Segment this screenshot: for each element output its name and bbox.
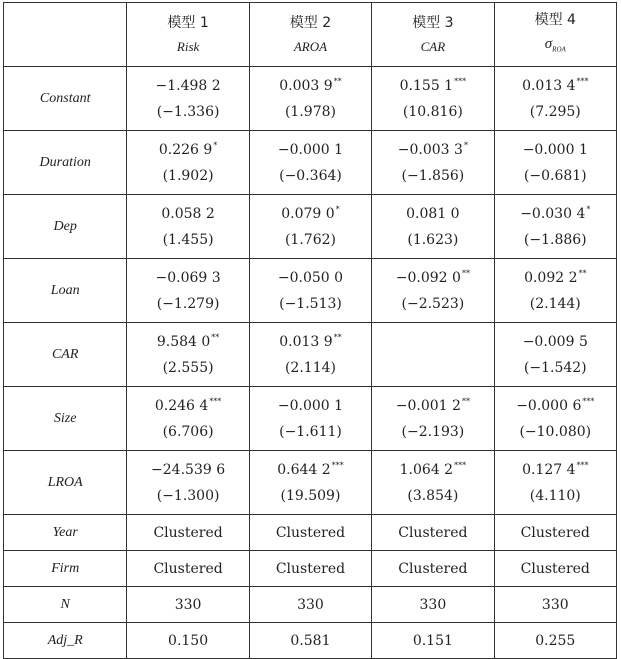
t-statistic: (6.706) <box>162 423 214 440</box>
t-statistic: (1.762) <box>284 231 336 248</box>
t-statistic: (2.114) <box>284 359 336 376</box>
t-statistic: (1.623) <box>407 231 459 248</box>
coefficient-cell <box>249 323 371 387</box>
coefficient-value <box>250 73 371 99</box>
table-row <box>4 515 617 551</box>
significance-stars: ** <box>578 268 587 278</box>
t-statistic: (19.509) <box>280 487 341 504</box>
header-model-2 <box>249 3 371 67</box>
t-statistic: (−2.523) <box>401 295 465 312</box>
model-label: 模型 2 <box>289 14 332 31</box>
coefficient-number: −0.050 0 <box>277 269 344 286</box>
regression-table <box>3 2 617 659</box>
statistic-cell: 0.581 <box>249 623 371 659</box>
coefficient-cell <box>127 387 249 451</box>
coefficient-cell <box>494 451 616 515</box>
coefficient-value <box>495 329 616 355</box>
t-statistic: (3.854) <box>407 487 459 504</box>
coefficient-value <box>127 393 248 419</box>
significance-stars: *** <box>576 76 589 86</box>
coefficient-number: 0.246 4 <box>154 397 209 414</box>
t-statistic: (2.555) <box>162 359 214 376</box>
header-row <box>4 3 617 67</box>
coefficient-number: 0.092 2 <box>524 269 578 286</box>
coefficient-cell <box>127 451 249 515</box>
table-row <box>4 67 617 131</box>
clustered-cell: Clustered <box>372 551 494 587</box>
model-label: 模型 3 <box>412 14 454 31</box>
significance-stars: *** <box>454 460 467 470</box>
coefficient-value <box>127 329 248 355</box>
coefficient-value <box>495 457 616 483</box>
coefficient-cell <box>127 323 249 387</box>
table-row <box>4 131 617 195</box>
coefficient-cell <box>249 387 371 451</box>
variable-name: Constant <box>4 67 127 131</box>
coefficient-cell <box>127 195 249 259</box>
coefficient-value <box>372 265 493 291</box>
coefficient-cell <box>494 67 616 131</box>
table-row <box>4 451 617 515</box>
table-row <box>4 551 617 587</box>
variable-name: LROA <box>4 451 127 515</box>
t-statistic: (−1.279) <box>156 295 220 312</box>
header-model-4 <box>494 3 616 67</box>
statistic-cell: 330 <box>127 587 249 623</box>
t-statistic: (2.144) <box>529 295 581 312</box>
coefficient-value <box>372 73 493 99</box>
table-row <box>4 623 617 659</box>
coefficient-value <box>127 201 248 227</box>
coefficient-number: −0.000 6 <box>516 397 582 414</box>
t-statistic: (−1.513) <box>279 295 342 312</box>
header-model-3 <box>372 3 494 67</box>
coefficient-number: −0.000 1 <box>277 141 344 158</box>
significance-stars: * <box>586 204 591 214</box>
variable-name: Loan <box>4 259 127 323</box>
statistic-cell: 0.150 <box>127 623 249 659</box>
significance-stars: *** <box>454 76 467 86</box>
variable-name: Year <box>4 515 127 551</box>
model-label: 模型 1 <box>167 14 209 31</box>
dependent-variable: CAR <box>420 38 446 54</box>
t-statistic: (7.295) <box>529 103 581 120</box>
clustered-cell: Clustered <box>372 515 494 551</box>
significance-stars: ** <box>333 76 342 86</box>
coefficient-number: −0.069 3 <box>155 269 221 286</box>
coefficient-cell <box>372 131 494 195</box>
coefficient-value <box>372 137 493 163</box>
sigma-subscript: ROA <box>552 45 566 54</box>
header-blank-cell <box>4 3 127 67</box>
coefficient-cell <box>494 259 616 323</box>
coefficient-cell <box>372 195 494 259</box>
coefficient-number: −24.539 6 <box>151 461 226 478</box>
coefficient-number: 0.013 9 <box>279 333 333 350</box>
variable-name: Duration <box>4 131 127 195</box>
coefficient-cell <box>372 323 494 387</box>
dependent-variable <box>495 32 616 62</box>
significance-stars: ** <box>461 396 470 406</box>
clustered-cell: Clustered <box>127 551 249 587</box>
coefficient-cell <box>494 195 616 259</box>
coefficient-value <box>250 201 371 227</box>
coefficient-cell <box>127 67 249 131</box>
t-statistic: (−0.681) <box>523 167 587 184</box>
coefficient-number: −0.092 0 <box>395 269 461 286</box>
coefficient-cell <box>372 259 494 323</box>
t-statistic: (−1.886) <box>523 231 587 248</box>
t-statistic: (−0.364) <box>279 167 342 184</box>
significance-stars: *** <box>331 460 344 470</box>
t-statistic: (−1.300) <box>156 487 220 504</box>
coefficient-value <box>495 265 616 291</box>
t-statistic: (1.978) <box>284 103 336 120</box>
coefficient-cell <box>127 131 249 195</box>
coefficient-number: −0.003 3 <box>397 141 463 158</box>
coefficient-number: −0.030 4 <box>520 205 586 222</box>
dependent-variable: Risk <box>176 38 200 54</box>
table-row <box>4 587 617 623</box>
sigma-symbol: σ <box>544 35 553 52</box>
coefficient-number: 0.226 9 <box>158 141 213 158</box>
table-row <box>4 195 617 259</box>
clustered-cell: Clustered <box>249 551 371 587</box>
coefficient-cell <box>372 451 494 515</box>
dependent-variable: AROA <box>293 38 328 54</box>
coefficient-cell <box>249 451 371 515</box>
statistic-cell: 330 <box>372 587 494 623</box>
coefficient-number: 0.058 2 <box>161 205 215 222</box>
t-statistic: (−1.336) <box>156 103 220 120</box>
table-row <box>4 323 617 387</box>
significance-stars: * <box>335 204 340 214</box>
coefficient-number: 0.644 2 <box>277 461 331 478</box>
coefficient-value <box>495 137 616 163</box>
coefficient-number: 9.584 0 <box>156 333 211 350</box>
significance-stars: *** <box>582 396 595 406</box>
coefficient-value <box>250 393 371 419</box>
coefficient-value <box>495 73 616 99</box>
coefficient-value <box>372 393 493 419</box>
statistic-cell: 0.151 <box>372 623 494 659</box>
table-row <box>4 387 617 451</box>
significance-stars: * <box>463 140 468 150</box>
coefficient-cell <box>372 387 494 451</box>
coefficient-cell <box>249 195 371 259</box>
coefficient-number: 1.064 2 <box>399 461 454 478</box>
coefficient-cell <box>249 131 371 195</box>
coefficient-cell <box>494 387 616 451</box>
t-statistic: (−1.542) <box>523 359 587 376</box>
clustered-cell: Clustered <box>494 551 616 587</box>
variable-name: Adj_R <box>4 623 127 659</box>
variable-name: CAR <box>4 323 127 387</box>
t-statistic: (10.816) <box>402 103 463 120</box>
variable-name: Dep <box>4 195 127 259</box>
statistic-cell: 330 <box>494 587 616 623</box>
coefficient-value <box>127 73 248 99</box>
significance-stars: ** <box>461 268 470 278</box>
table-row <box>4 259 617 323</box>
coefficient-cell <box>494 131 616 195</box>
coefficient-cell <box>249 67 371 131</box>
coefficient-value <box>127 137 248 163</box>
coefficient-value <box>250 329 371 355</box>
statistic-cell: 330 <box>249 587 371 623</box>
t-statistic: (4.110) <box>529 487 581 504</box>
coefficient-value <box>372 201 493 227</box>
significance-stars: ** <box>333 332 342 342</box>
coefficient-number: 0.155 1 <box>399 77 454 94</box>
coefficient-value <box>495 201 616 227</box>
coefficient-number: 0.127 4 <box>522 461 576 478</box>
t-statistic: (−10.080) <box>519 423 592 440</box>
significance-stars: * <box>213 140 218 150</box>
coefficient-cell <box>249 259 371 323</box>
t-statistic: (−1.611) <box>279 423 342 440</box>
variable-name: Size <box>4 387 127 451</box>
coefficient-value <box>127 265 248 291</box>
t-statistic: (−2.193) <box>401 423 465 440</box>
significance-stars: *** <box>576 460 589 470</box>
coefficient-value <box>250 265 371 291</box>
coefficient-value <box>250 137 371 163</box>
coefficient-number: −0.000 1 <box>522 141 588 158</box>
model-label: 模型 4 <box>534 11 576 28</box>
coefficient-number: −0.001 2 <box>395 397 461 414</box>
coefficient-cell <box>127 259 249 323</box>
coefficient-cell <box>372 67 494 131</box>
statistic-cell: 0.255 <box>494 623 616 659</box>
coefficient-number: 0.081 0 <box>406 205 460 222</box>
variable-name: N <box>4 587 127 623</box>
t-statistic: (1.455) <box>162 231 214 248</box>
header-model-1 <box>127 3 249 67</box>
coefficient-value <box>372 457 493 483</box>
clustered-cell: Clustered <box>494 515 616 551</box>
coefficient-number: 0.079 0 <box>281 205 335 222</box>
t-statistic: (1.902) <box>162 167 214 184</box>
variable-name: Firm <box>4 551 127 587</box>
significance-stars: *** <box>209 396 222 406</box>
coefficient-number: −1.498 2 <box>155 77 221 94</box>
clustered-cell: Clustered <box>127 515 249 551</box>
coefficient-number: 0.013 4 <box>522 77 576 94</box>
coefficient-value <box>250 457 371 483</box>
coefficient-number: −0.009 5 <box>522 333 588 350</box>
coefficient-cell <box>494 323 616 387</box>
significance-stars: ** <box>211 332 220 342</box>
coefficient-number: −0.000 1 <box>277 397 344 414</box>
coefficient-value <box>127 457 248 483</box>
coefficient-value <box>495 393 616 419</box>
t-statistic: (−1.856) <box>401 167 465 184</box>
coefficient-number: 0.003 9 <box>279 77 333 94</box>
clustered-cell: Clustered <box>249 515 371 551</box>
